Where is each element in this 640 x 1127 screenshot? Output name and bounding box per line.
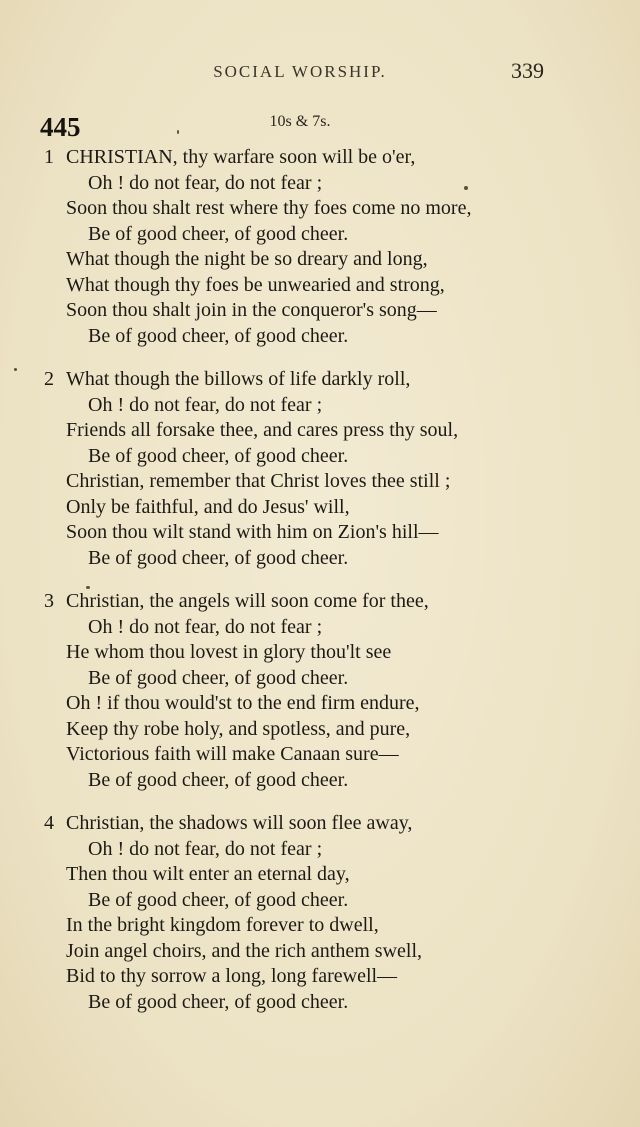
line-text: Oh ! if thou would'st to the end firm endure, <box>66 692 420 714</box>
verse-number <box>44 862 66 888</box>
verse-number <box>44 324 66 350</box>
verse-number: 3 <box>44 590 54 612</box>
line-text: Friends all forsake thee, and cares press thy soul, <box>66 419 459 441</box>
hymn-number: 445 <box>40 112 81 142</box>
verse-line <box>44 444 604 470</box>
line-text: Oh ! do not fear, do not fear ; <box>88 393 323 416</box>
verse <box>44 145 604 349</box>
verse-number: 1 <box>44 146 54 168</box>
verse-line <box>44 298 604 324</box>
line-text: Be of good cheer, of good cheer. <box>88 546 349 569</box>
verse-line <box>44 990 604 1016</box>
verse-line <box>44 862 604 888</box>
verse-number <box>44 990 66 1016</box>
verse-line <box>44 589 604 615</box>
page-number: 339 <box>511 58 544 83</box>
hymn-verses <box>44 145 604 1033</box>
line-text: Be of good cheer, of good cheer. <box>88 888 349 911</box>
verse <box>44 367 604 571</box>
verse-line <box>44 888 604 914</box>
verse-line <box>44 742 604 768</box>
verse-line <box>44 546 604 572</box>
verse-number <box>44 298 66 324</box>
verse-number <box>44 469 66 495</box>
verse-number <box>44 939 66 965</box>
line-text: Join angel choirs, and the rich anthem swell, <box>66 939 423 962</box>
line-text: What though thy foes be unwearied and strong, <box>66 273 445 296</box>
running-title: SOCIAL WORSHIP. <box>213 62 387 81</box>
verse <box>44 811 604 1015</box>
hymn-meter: 10s & 7s. <box>269 113 331 130</box>
paper-speck <box>86 586 90 589</box>
line-text: Be of good cheer, of good cheer. <box>88 666 349 689</box>
verse-number <box>44 222 66 248</box>
line-text: Keep thy robe holy, and spotless, and pure, <box>66 717 411 740</box>
verse-line <box>44 273 604 299</box>
verse-number <box>44 837 66 863</box>
line-text: Soon thou wilt stand with him on Zion's hill— <box>66 521 439 543</box>
verse-number <box>44 247 66 273</box>
verse-number <box>44 196 66 222</box>
verse-line <box>44 495 604 521</box>
verse-number <box>44 495 66 521</box>
verse-line <box>44 418 604 444</box>
verse <box>44 589 604 793</box>
verse-line <box>44 964 604 990</box>
line-text: Oh ! do not fear, do not fear ; <box>88 615 323 638</box>
verse-number <box>44 273 66 299</box>
verse-line <box>44 640 604 666</box>
paper-speck <box>177 130 179 134</box>
line-text: He whom thou lovest in glory thou'lt see <box>66 641 392 663</box>
line-text: Victorious faith will make Canaan sure— <box>66 743 399 765</box>
line-text: Be of good cheer, of good cheer. <box>88 768 349 791</box>
line-text: Oh ! do not fear, do not fear ; <box>88 171 323 194</box>
verse-line <box>44 913 604 939</box>
line-text: Oh ! do not fear, do not fear ; <box>88 837 323 860</box>
line-text: In the bright kingdom forever to dwell, <box>66 914 379 936</box>
line-text: Be of good cheer, of good cheer. <box>88 444 349 467</box>
line-text: Christian, the angels will soon come for thee, <box>66 590 429 612</box>
verse-number <box>44 520 66 546</box>
line-text: CHRISTIAN, thy warfare soon will be o'er, <box>66 146 416 168</box>
verse-line <box>44 768 604 794</box>
line-text: What though the night be so dreary and long, <box>66 248 428 270</box>
line-text: Soon thou shalt join in the conqueror's song— <box>66 299 437 321</box>
verse-number <box>44 964 66 990</box>
verse-number <box>44 393 66 419</box>
verse-line <box>44 811 604 837</box>
verse-line <box>44 324 604 350</box>
verse-line <box>44 691 604 717</box>
verse-number <box>44 418 66 444</box>
line-text: What though the billows of life darkly roll, <box>66 368 411 390</box>
verse-number <box>44 717 66 743</box>
line-text: Only be faithful, and do Jesus' will, <box>66 495 350 518</box>
paper-speck <box>14 368 17 371</box>
verse-line <box>44 666 604 692</box>
verse-number <box>44 615 66 641</box>
verse-line <box>44 222 604 248</box>
verse-line <box>44 717 604 743</box>
verse-line <box>44 393 604 419</box>
paper-speck <box>464 186 468 190</box>
verse-number <box>44 888 66 914</box>
line-text: Then thou wilt enter an eternal day, <box>66 863 350 885</box>
line-text: Soon thou shalt rest where thy foes come no more, <box>66 197 472 219</box>
line-text: Be of good cheer, of good cheer. <box>88 222 349 245</box>
verse-line <box>44 837 604 863</box>
verse-line <box>44 145 604 171</box>
verse-line <box>44 520 604 546</box>
verse-number <box>44 742 66 768</box>
verse-number: 4 <box>44 812 54 834</box>
verse-number <box>44 444 66 470</box>
verse-line <box>44 171 604 197</box>
verse-number <box>44 913 66 939</box>
verse-number <box>44 171 66 197</box>
line-text: Christian, the shadows will soon flee away, <box>66 812 413 834</box>
verse-number <box>44 691 66 717</box>
verse-number <box>44 546 66 572</box>
line-text: Christian, remember that Christ loves thee still ; <box>66 470 451 492</box>
verse-number: 2 <box>44 368 54 390</box>
line-text: Be of good cheer, of good cheer. <box>88 990 349 1013</box>
verse-line <box>44 615 604 641</box>
verse-line <box>44 247 604 273</box>
verse-line <box>44 367 604 393</box>
line-text: Be of good cheer, of good cheer. <box>88 324 349 347</box>
verse-line <box>44 469 604 495</box>
verse-line <box>44 939 604 965</box>
verse-number <box>44 666 66 692</box>
verse-number <box>44 640 66 666</box>
verse-number <box>44 768 66 794</box>
line-text: Bid to thy sorrow a long, long farewell— <box>66 965 398 987</box>
verse-line <box>44 196 604 222</box>
